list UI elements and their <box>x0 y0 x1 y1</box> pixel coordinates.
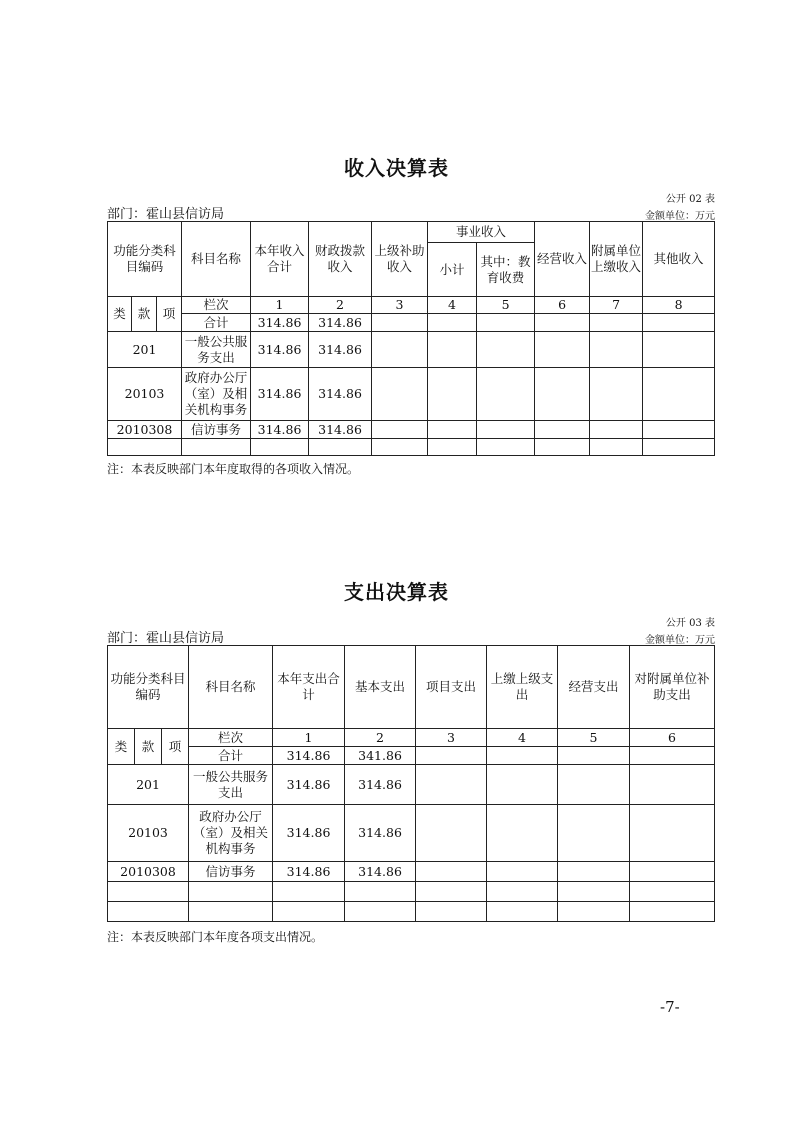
income-row-code: 2010308 <box>108 421 182 439</box>
expense-header-func: 功能分类科目编码 <box>108 646 189 729</box>
income-row-name: 一般公共服务支出 <box>182 332 251 368</box>
expense-title: 支出决算表 <box>344 580 449 604</box>
income-col-8: 8 <box>643 297 715 314</box>
income-col-1: 1 <box>251 297 309 314</box>
income-header-subtotal: 小计 <box>428 243 477 297</box>
income-header-lei: 类 <box>108 297 132 332</box>
income-header-func: 功能分类科目编码 <box>108 222 182 297</box>
income-row-total-value: 314.86 <box>251 314 309 332</box>
income-header-fiscal: 财政拨款收入 <box>309 222 372 297</box>
expense-header-name: 科目名称 <box>189 646 273 729</box>
income-row-fiscal-value: 314.86 <box>309 332 372 368</box>
income-col-5: 5 <box>477 297 535 314</box>
income-row-total-value: 314.86 <box>251 421 309 439</box>
expense-row-20103 <box>108 805 715 862</box>
income-header-name: 科目名称 <box>182 222 251 297</box>
expense-header-lanci: 栏次 <box>189 729 273 747</box>
income-row-201 <box>108 332 715 368</box>
expense-row-2010308 <box>108 862 715 882</box>
income-unit: 金额单位：万元 <box>645 211 715 222</box>
income-col-index-row <box>108 297 715 314</box>
income-row-fiscal-value: 314.86 <box>309 368 372 421</box>
income-row-total-value: 314.86 <box>251 332 309 368</box>
expense-row-201 <box>108 765 715 805</box>
expense-header-superior: 上缴上级支出 <box>487 646 558 729</box>
expense-row-code: 201 <box>108 765 189 805</box>
income-row-name: 合计 <box>182 314 251 332</box>
expense-department: 部门：霍山县信访局 <box>107 631 225 646</box>
expense-row-total-value: 314.86 <box>273 805 345 862</box>
income-col-6: 6 <box>535 297 590 314</box>
expense-row-code: 2010308 <box>108 862 189 882</box>
income-title: 收入决算表 <box>344 156 449 180</box>
page-number: -7- <box>660 998 680 1016</box>
expense-col-index-row <box>108 729 715 747</box>
expense-row-basic-value: 341.86 <box>345 747 416 765</box>
expense-header-xiang: 项 <box>162 729 189 765</box>
expense-row-empty <box>108 882 715 902</box>
expense-header-affiliated: 对附属单位补助支出 <box>630 646 715 729</box>
income-row-fiscal-value: 314.86 <box>309 314 372 332</box>
income-header-affiliated: 附属单位上缴收入 <box>590 222 643 297</box>
expense-header-row <box>108 646 715 729</box>
expense-header-lei: 类 <box>108 729 135 765</box>
income-row-name: 信访事务 <box>182 421 251 439</box>
income-header-kuan: 款 <box>132 297 157 332</box>
expense-header-basic: 基本支出 <box>345 646 416 729</box>
expense-row-total-value: 314.86 <box>273 862 345 882</box>
income-header-lanci: 栏次 <box>182 297 251 314</box>
income-row-total <box>108 314 715 332</box>
expense-col-6: 6 <box>630 729 715 747</box>
income-col-7: 7 <box>590 297 643 314</box>
income-row-20103 <box>108 368 715 421</box>
income-header-xiang: 项 <box>157 297 182 332</box>
expense-row-total-value: 314.86 <box>273 747 345 765</box>
expense-row-empty <box>108 902 715 922</box>
expense-row-basic-value: 314.86 <box>345 765 416 805</box>
expense-header-total: 本年支出合计 <box>273 646 345 729</box>
income-header-edu: 其中：教育收费 <box>477 243 535 297</box>
income-row-code: 201 <box>108 332 182 368</box>
income-header-total: 本年收入合计 <box>251 222 309 297</box>
expense-col-1: 1 <box>273 729 345 747</box>
income-col-2: 2 <box>309 297 372 314</box>
income-table-code: 公开 02 表 <box>665 194 715 205</box>
expense-unit: 金额单位：万元 <box>645 635 715 646</box>
income-col-4: 4 <box>428 297 477 314</box>
expense-note: 注：本表反映部门本年度各项支出情况。 <box>107 930 324 944</box>
expense-row-name: 合计 <box>189 747 273 765</box>
expense-table <box>107 645 715 922</box>
expense-header-kuan: 款 <box>135 729 162 765</box>
expense-row-name: 一般公共服务支出 <box>189 765 273 805</box>
income-row-code: 20103 <box>108 368 182 421</box>
income-row-total-value: 314.86 <box>251 368 309 421</box>
income-row-name: 政府办公厅（室）及相关机构事务 <box>182 368 251 421</box>
expense-row-basic-value: 314.86 <box>345 805 416 862</box>
income-department: 部门：霍山县信访局 <box>107 207 225 222</box>
income-row-empty <box>108 439 715 456</box>
expense-col-3: 3 <box>416 729 487 747</box>
expense-row-total <box>108 747 715 765</box>
expense-row-basic-value: 314.86 <box>345 862 416 882</box>
expense-col-5: 5 <box>558 729 630 747</box>
expense-row-name: 信访事务 <box>189 862 273 882</box>
income-header-row-1 <box>108 222 715 243</box>
expense-col-2: 2 <box>345 729 416 747</box>
income-table <box>107 221 715 456</box>
income-header-other: 其他收入 <box>643 222 715 297</box>
income-col-3: 3 <box>372 297 428 314</box>
expense-row-name: 政府办公厅（室）及相关机构事务 <box>189 805 273 862</box>
income-header-operating: 经营收入 <box>535 222 590 297</box>
expense-table-code: 公开 03 表 <box>665 618 715 629</box>
expense-header-project: 项目支出 <box>416 646 487 729</box>
income-row-fiscal-value: 314.86 <box>309 421 372 439</box>
expense-row-code: 20103 <box>108 805 189 862</box>
income-header-superior: 上级补助收入 <box>372 222 428 297</box>
income-note: 注：本表反映部门本年度取得的各项收入情况。 <box>107 462 360 476</box>
income-header-business: 事业收入 <box>428 222 535 243</box>
expense-col-4: 4 <box>487 729 558 747</box>
income-row-2010308 <box>108 421 715 439</box>
expense-header-operating: 经营支出 <box>558 646 630 729</box>
expense-row-total-value: 314.86 <box>273 765 345 805</box>
